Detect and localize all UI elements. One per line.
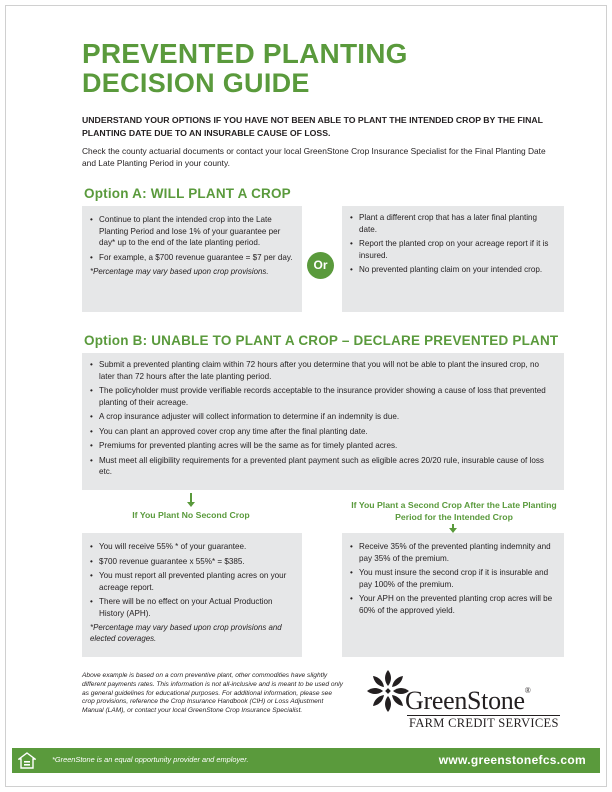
list-item: • Continue to plant the intended crop into the Late Planting Period and lose 1% of your guarantee per day* up to the end of the late planting period. <box>90 214 294 249</box>
equal-opportunity-text: *GreenStone is an equal opportunity provider and employer. <box>52 755 249 764</box>
option-b-box <box>82 353 564 490</box>
list-item: • Plant a different crop that has a later final planting date. <box>350 212 556 235</box>
list-item: • For example, a $700 revenue guarantee = $7 per day. <box>90 252 294 264</box>
no-second-crop-label: If You Plant No Second Crop <box>132 510 250 520</box>
page-title: PREVENTED PLANTING <box>82 38 408 69</box>
greenstone-logo <box>365 668 565 730</box>
list-item: • You will receive 55% * of your guarantee. <box>90 541 294 553</box>
option-b-list <box>90 359 556 478</box>
list-item: • There will be no effect on your Actual Production History (APH). <box>90 596 294 619</box>
logo-name <box>405 686 531 716</box>
equal-housing-opportunity-icon <box>18 752 36 769</box>
footer-bar <box>12 748 600 773</box>
list-item: • A crop insurance adjuster will collect information to determine if an indemnity is due. <box>90 411 556 423</box>
list-item: • Receive 35% of the prevented planting indemnity and pay 35% of the premium. <box>350 541 556 564</box>
list-item: • The policyholder must provide verifiable records acceptable to the insurance provider showing a cause of loss that prevented planting of their acreage. <box>90 385 556 408</box>
list-item: • Your APH on the prevented planting crop acres will be 60% of the approved yield. <box>350 593 556 616</box>
down-arrow-icon <box>448 524 458 533</box>
option-a-left-list <box>90 214 294 263</box>
logo-name-text: GreenStone <box>405 686 525 715</box>
list-item: • No prevented planting claim on your intended crop. <box>350 264 556 276</box>
no-second-crop-list <box>90 541 294 619</box>
second-crop-box <box>342 533 564 657</box>
disclaimer-footnote: Above example is based on a corn preventive plant, other commodities have slightly different payments rates. This information is not all-inclusive and is meant to be used only as general guidelines for educational purposes. For additional information, please see crop provisions, reference the Crop Insurance Handbook (CIH) or Loss Adjustment Manual (LAM), or contact your local GreenStone Crop Insurance Specialist. <box>82 672 343 715</box>
no-second-crop-box <box>82 533 302 657</box>
list-item: • Submit a prevented planting claim within 72 hours after you determine that you will not be able to plant the insured crop, no later than 72 hours after the late planting period. <box>90 359 556 382</box>
list-item: • $700 revenue guarantee x 55%* = $385. <box>90 556 294 568</box>
intro-bold-text: UNDERSTAND YOUR OPTIONS IF YOU HAVE NOT BEEN ABLE TO PLANT THE INTENDED CROP BY THE FINAL PLANTING DATE DUE TO AN INSURABLE CAUSE OF LOSS. <box>82 115 543 138</box>
list-item: • Must meet all eligibility requirements for a prevented plant payment such as eligible acres 20/20 rule, insurable cause of loss etc. <box>90 455 556 478</box>
page-subtitle: DECISION GUIDE <box>82 68 310 98</box>
or-badge: Or <box>307 252 334 279</box>
down-arrow-icon <box>186 493 196 507</box>
option-a-right-list <box>350 212 556 276</box>
option-a-heading: Option A: WILL PLANT A CROP <box>84 186 291 201</box>
second-crop-label: If You Plant a Second Crop After the Late Planting Period for the Intended Crop <box>351 500 557 522</box>
list-item: • You can plant an approved cover crop any time after the final planting date. <box>90 426 556 438</box>
option-a-right-box <box>342 206 564 312</box>
no-second-crop-note: *Percentage may vary based upon crop provisions and elected coverages. <box>90 623 282 643</box>
list-item: • You must report all prevented planting acres on your acreage report. <box>90 570 294 593</box>
logo-subtitle: FARM CREDIT SERVICES <box>409 716 559 730</box>
list-item: • Premiums for prevented planting acres will be the same as for timely planted acres. <box>90 440 556 452</box>
second-crop-list <box>350 541 556 616</box>
list-item: • You must insure the second crop if it is insurable and pay 100% of the premium. <box>350 567 556 590</box>
option-b-heading: Option B: UNABLE TO PLANT A CROP – DECLARE PREVENTED PLANT <box>84 333 559 348</box>
option-a-note: *Percentage may vary based upon crop provisions. <box>90 267 269 276</box>
intro-text: Check the county actuarial documents or contact your local GreenStone Crop Insurance Specialist for the Final Planting Date and Late Planting Period in your county. <box>82 146 546 168</box>
list-item: • Report the planted crop on your acreage report if it is insured. <box>350 238 556 261</box>
logo-registered-mark: ® <box>524 686 531 695</box>
option-a-left-box <box>82 206 302 312</box>
website-link[interactable]: www.greenstonefcs.com <box>438 753 586 767</box>
